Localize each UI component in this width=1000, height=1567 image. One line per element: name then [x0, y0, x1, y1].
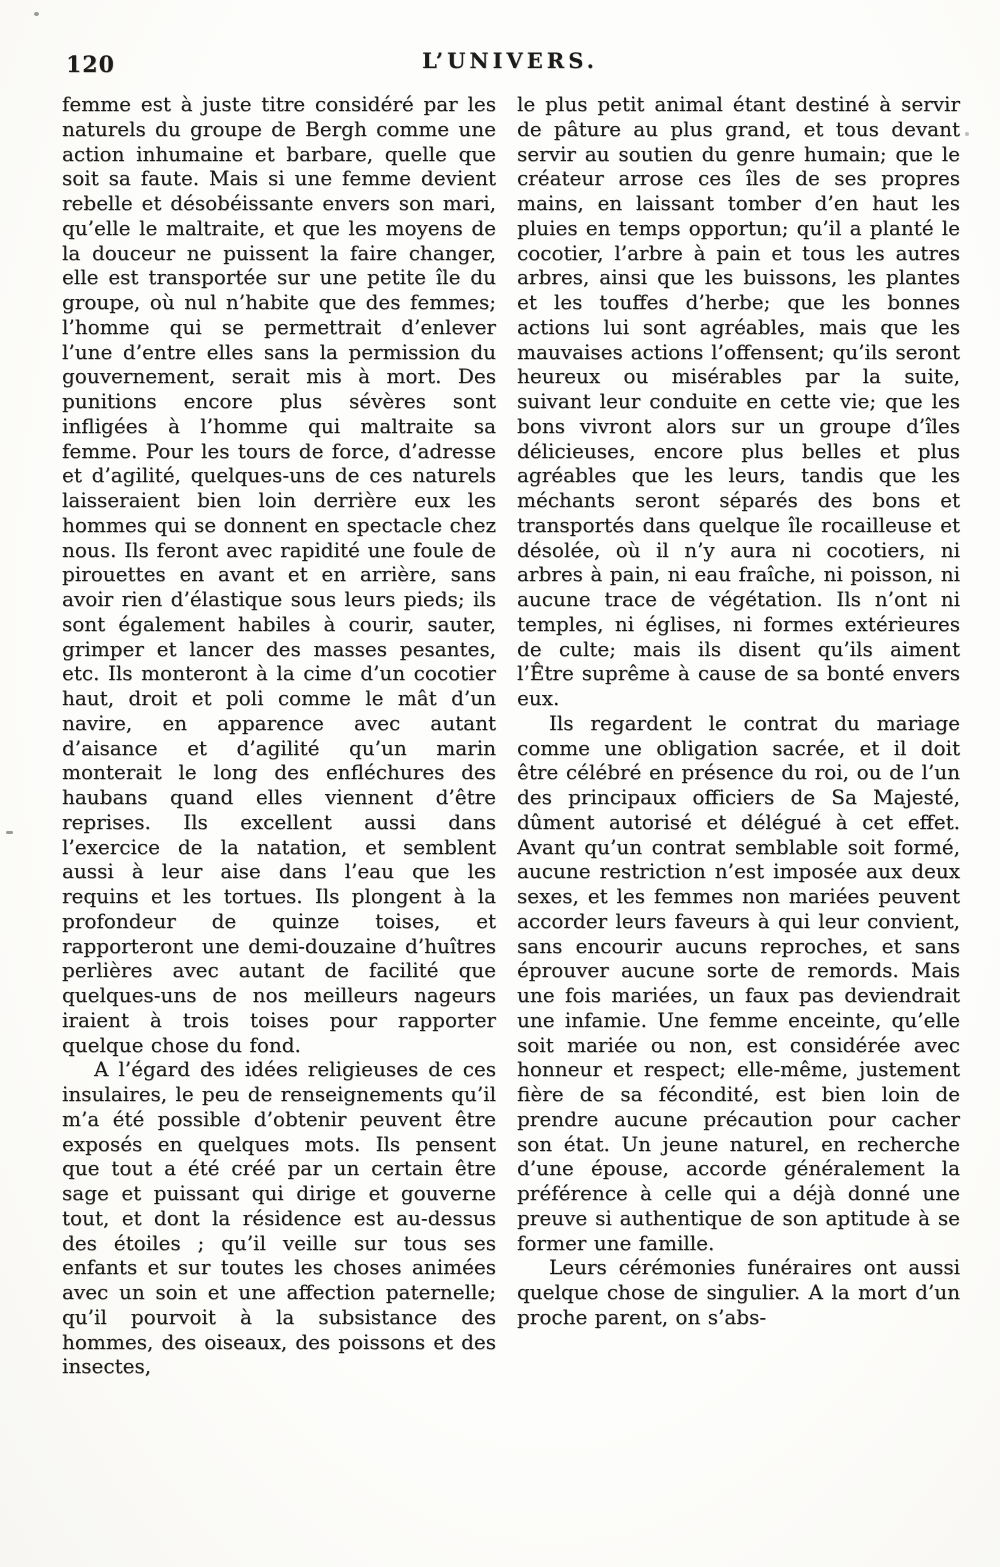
text-columns: [62, 92, 960, 1379]
right-column: [517, 92, 960, 1379]
scan-speck: [6, 831, 13, 834]
scan-speck: [34, 12, 39, 16]
paragraph: A l’égard des idées religieuses de ces insulaires, le peu de renseignements qu’il m’a été possible d’obtenir peuvent être exposés en quelques mots. Ils pensent que tout a été créé par un certain être sage et puissant qui dirige et gouverne tout, et dont la résidence est au-dessus des étoiles ; qu’il veille sur tous ses enfants et sur toutes les choses animées avec un soin et une affection paternelle; qu’il pourvoit à la subsistance des hommes, des oiseaux, des poissons et des insectes,: [62, 1057, 496, 1379]
paragraph: femme est à juste titre considéré par les naturels du groupe de Bergh comme une action inhumaine et barbare, quelle que soit sa faute. Mais si une femme devient rebelle et désobéissante envers son mari, qu’elle le maltraite, et que les moyens de la douceur ne puissent la faire changer, elle est transportée sur une petite île du groupe, où nul n’habite que des femmes; l’homme qui se permettrait d’enlever l’une d’entre elles sans la permission du gouvernement, serait mis à mort. Des punitions encore plus sévères sont infligées à l’homme qui maltraite sa femme. Pour les tours de force, d’adresse et d’agilité, quelques-uns de ces naturels laisseraient bien loin derrière eux les hommes qui se donnent en spectacle chez nous. Ils feront avec rapidité une foule de pirouettes en avant et en arrière, sans avoir rien d’élastique sous leurs pieds; ils sont également habiles à courir, sauter, grimper et lancer des masses pesantes, etc. Ils monteront à la cime d’un cocotier haut, droit et poli comme le mât d’un navire, en apparence avec autant d’aisance et d’agilité qu’un marin monterait le long des enfléchures des haubans quand elles viennent d’être reprises. Ils excellent aussi dans l’exercice de la natation, et semblent aussi à leur aise dans l’eau que les requins et les tortues. Ils plongent à la profondeur de quinze toises, et rapporteront une demi-douzaine d’huîtres perlières avec autant de facilité que quelques-uns de nos meilleurs nageurs iraient à trois toises pour rapporter quelque chose du fond.: [62, 92, 496, 1057]
page-number: 120: [66, 52, 115, 78]
paragraph: le plus petit animal étant destiné à servir de pâture au plus grand, et tous devant servir au soutien du genre humain; que le créateur arrose ces îles de ses propres mains, en laissant tomber d’en haut les pluies en temps opportun; qu’il a planté le cocotier, l’arbre à pain et tous les autres arbres, ainsi que les buissons, les plantes et les touffes d’herbe; que les bonnes actions lui sont agréables, mais que les mauvaises actions l’offensent; qu’ils seront heureux ou misérables par la suite, suivant leur conduite en cette vie; que les bons vivront alors sur un groupe d’îles délicieuses, encore plus belles et plus agréables que les leurs, tandis que les méchants seront séparés des bons et transportés dans quelque île rocailleuse et désolée, où il n’y aura ni cocotiers, ni arbres à pain, ni eau fraîche, ni poisson, ni aucune trace de végétation. Ils n’ont ni temples, ni églises, ni formes extérieures de culte; mais ils disent qu’ils aiment l’Être suprême à cause de sa bonté envers eux.: [517, 92, 960, 710]
scan-speck: [965, 132, 969, 136]
paragraph: Leurs cérémonies funéraires ont aussi quelque chose de singulier. A la mort d’un proche parent, on s’abs-: [517, 1255, 960, 1329]
paragraph: Ils regardent le contrat du mariage comme une obligation sacrée, et il doit être célébré en présence du roi, ou de l’un des principaux officiers de Sa Majesté, dûment autorisé et délégué à cet effet. Avant qu’un contrat semblable soit formé, aucune restriction n’est imposée aux deux sexes, et les femmes non mariées peuvent accorder leurs faveurs à qui leur convient, sans encourir aucuns reproches, et sans éprouver aucune sorte de remords. Mais une fois mariées, un faux pas deviendrait une infamie. Une femme enceinte, qu’elle soit mariée ou non, est considérée avec honneur et respect; elle-même, justement fière de sa fécondité, est bien loin de prendre aucune précaution pour cacher son état. Un jeune naturel, en recherche d’une épouse, accorde généralement la préférence à celle qui a déjà donné une preuve si authentique de son aptitude à se former une famille.: [517, 710, 960, 1255]
running-title: L’UNIVERS.: [422, 48, 598, 73]
left-column: [62, 92, 496, 1379]
